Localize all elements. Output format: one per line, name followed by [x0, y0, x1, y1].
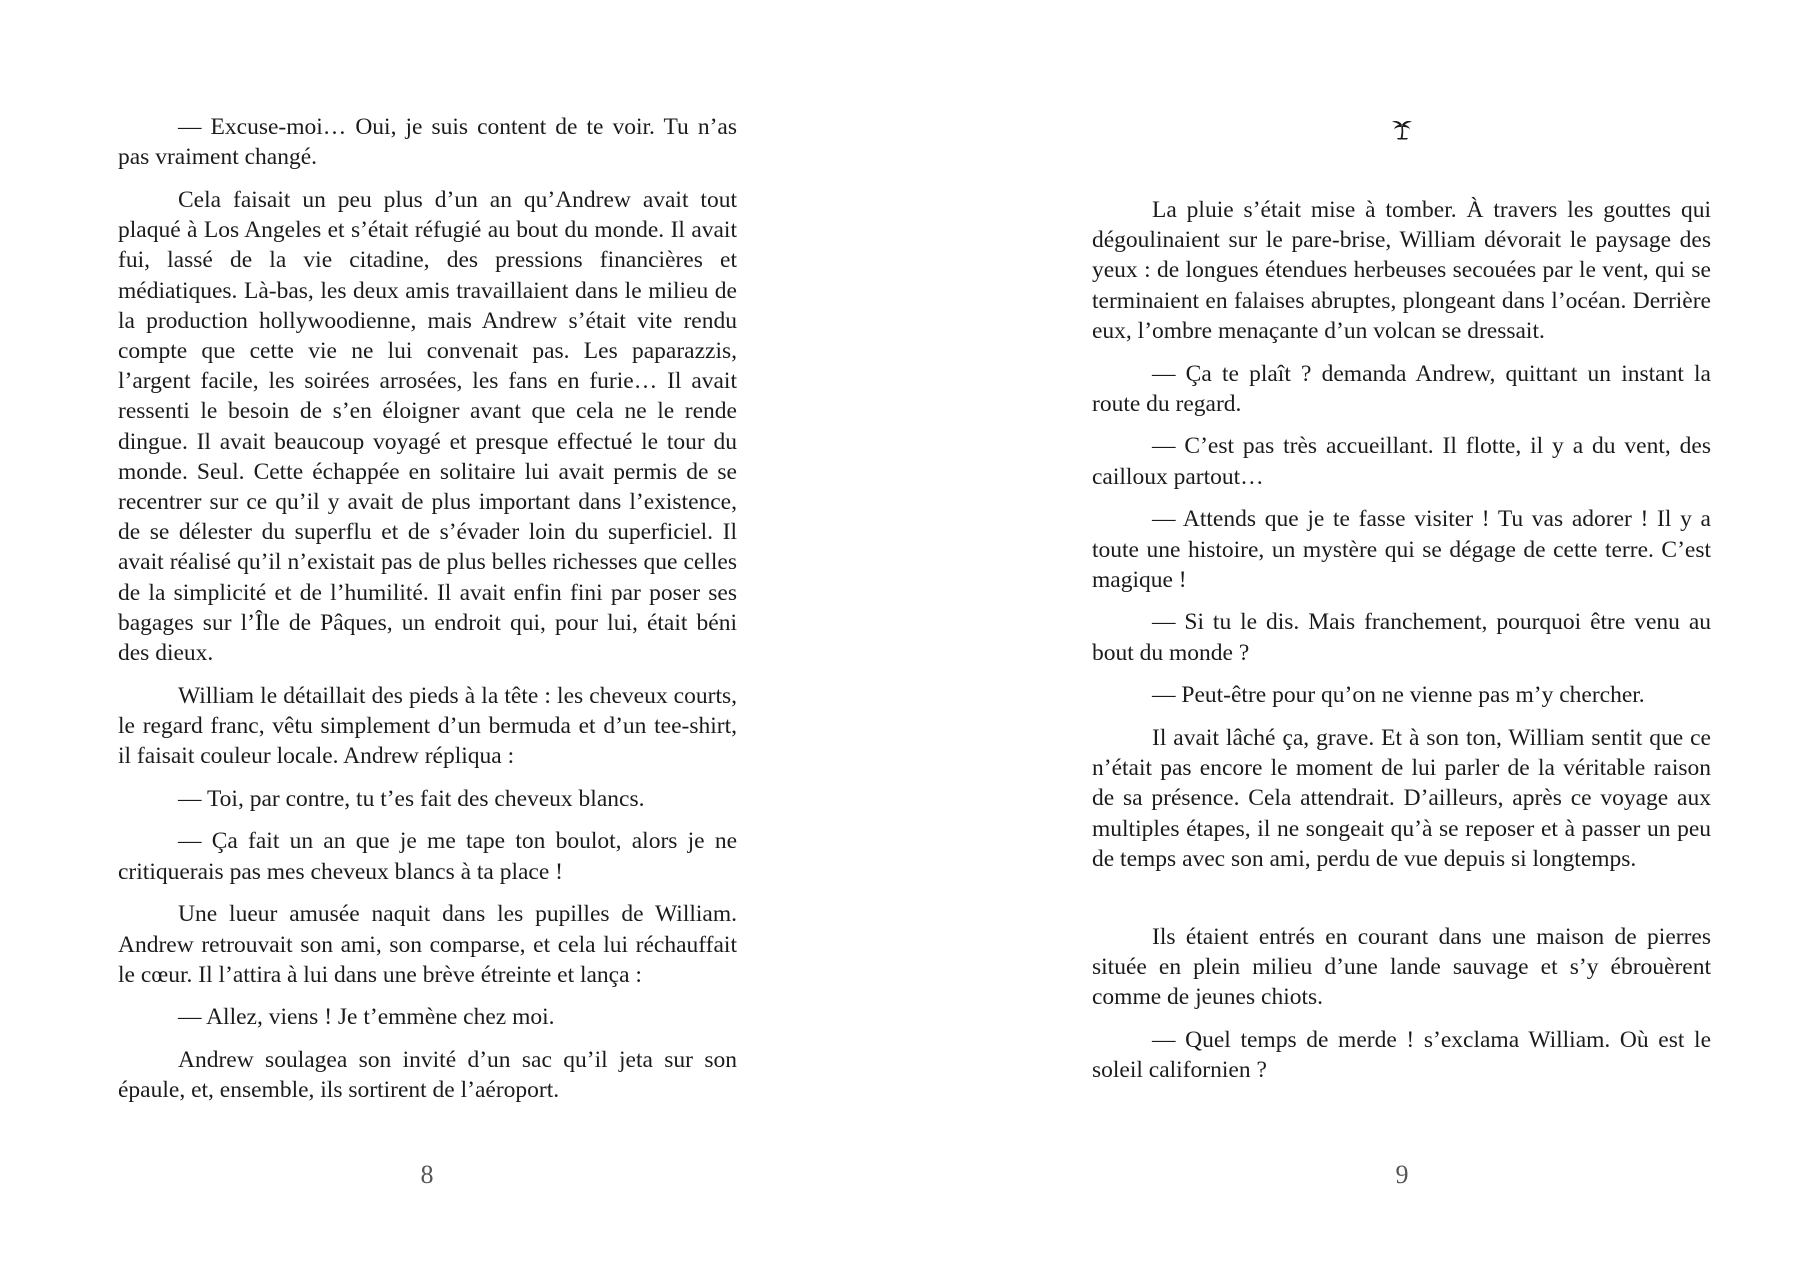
paragraph: — Allez, viens ! Je t’emmène chez moi. [178, 1004, 555, 1031]
page-number: 9 [1395, 1160, 1409, 1189]
paragraph: — Peut-être pour qu’on ne vienne pas m’y chercher. [1152, 682, 1645, 709]
palm-tree-icon [1389, 116, 1415, 142]
paragraph: — Attends que je te fasse visiter ! Tu vas adorer ! Il y a toute une histoire, un mystère qui se dégage de cette terre. C’est magique ! [1092, 506, 1711, 593]
paragraph: Andrew soulagea son invité d’un sac qu’il jeta sur son épaule, et, ensemble, ils sortirent de l’aéroport. [118, 1047, 737, 1104]
paragraph: — Ça fait un an que je me tape ton boulot, alors je ne critiquerais pas mes cheveux blancs à ta place ! [118, 828, 737, 885]
left-page-text [118, 112, 737, 1118]
paragraph: Une lueur amusée naquit dans les pupilles de William. Andrew retrouvait son ami, son comparse, et cela lui réchauffait le cœur. Il l’attira à lui dans une brève étreinte et lança : [118, 901, 737, 988]
paragraph: La pluie s’était mise à tomber. À travers les gouttes qui dégoulinaient sur le pare-brise, William dévorait le paysage des yeux : de longues étendues herbeuses secouées par le vent, qui se terminaient en falaises abruptes, plongeant dans l’océan. Derrière eux, l’ombre menaçante d’un volcan se dressait. [1092, 197, 1711, 344]
paragraph: — Toi, par contre, tu t’es fait des cheveux blancs. [178, 785, 645, 812]
paragraph: — Quel temps de merde ! s’exclama William. Où est le soleil californien ? [1092, 1027, 1711, 1084]
paragraph: — Si tu le dis. Mais franchement, pourquoi être venu au bout du monde ? [1092, 609, 1711, 666]
paragraph: — Excuse-moi… Oui, je suis content de te voir. Tu n’as pas vraiment changé. [118, 114, 737, 171]
right-page-section-one [1092, 195, 1711, 887]
paragraph: Il avait lâché ça, grave. Et à son ton, William sentit que ce n’était pas encore le moment de lui parler de la véritable raison de sa présence. Cela attendrait. D’ailleurs, après ce voyage aux multiples étapes, il ne songeait qu’à se reposer et à passer un peu de temps avec son ami, perdu de vue depuis si longtemps. [1092, 725, 1711, 872]
right-page [909, 0, 1818, 1276]
right-page-section-two [1092, 922, 1711, 1098]
paragraph: — C’est pas très accueillant. Il flotte, il y a du vent, des cailloux partout… [1092, 433, 1711, 490]
paragraph: Cela faisait un peu plus d’un an qu’Andrew avait tout plaqué à Los Angeles et s’était réfugié au bout du monde. Il avait fui, lassé de la vie citadine, des pressions financières et médiatiques. Là-bas, les deux amis travaillaient dans le milieu de la production hollywoodienne, mais Andrew s’était vite rendu compte que cette vie ne lui convenait pas. Les paparazzis, l’argent facile, les soirées arrosées, les fans en furie… Il avait ressenti le besoin de s’en éloigner avant que cela ne le rende dingue. Il avait beaucoup voyagé et presque effectué le tour du monde. Seul. Cette échappée en solitaire lui avait permis de se recentrer sur ce qu’il y avait de plus important dans l’existence, de se délester du superflu et de s’évader loin du superficiel. Il avait réalisé qu’il n’existait pas de plus belles richesses que celles de la simplicité et de l’humilité. Il avait enfin fini par poser ses bagages sur l’Île de Pâques, un endroit qui, pour lui, était béni des dieux. [118, 186, 737, 666]
left-page [0, 0, 909, 1276]
paragraph: — Ça te plaît ? demanda Andrew, quittant un instant la route du regard. [1092, 360, 1711, 417]
paragraph: William le détaillait des pieds à la tête : les cheveux courts, le regard franc, vêtu simplement d’un bermuda et d’un tee-shirt, il faisait couleur locale. Andrew répliqua : [118, 682, 737, 770]
page-number: 8 [420, 1160, 434, 1189]
paragraph: Ils étaient entrés en courant dans une maison de pierres située en plein milieu d’une lande sauvage et s’y ébrouèrent comme de jeunes chiots. [1092, 924, 1711, 1011]
